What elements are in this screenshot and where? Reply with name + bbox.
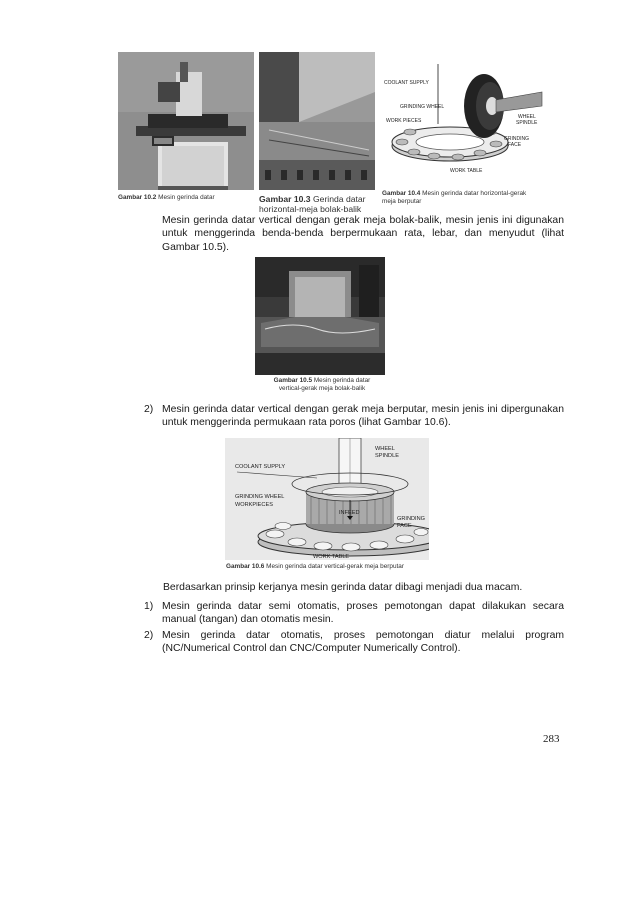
figure-caption-line2: vertical-gerak meja bolak-balik xyxy=(278,384,366,392)
figure-caption-line1: Mesin gerinda datar horizontal-gerak xyxy=(422,190,527,197)
figure-number: Gambar 10.2 xyxy=(118,194,157,201)
figure-10-2-caption xyxy=(118,194,215,202)
list-item-number: 2) xyxy=(144,630,154,641)
label-grinding-wheel: GRINDING WHEEL xyxy=(400,104,445,110)
label-coolant-supply: COOLANT SUPPLY xyxy=(384,80,429,86)
figure-caption-line1: Mesin gerinda datar xyxy=(313,377,371,384)
figure-number: Gambar 10.3 xyxy=(259,194,311,204)
figure-10-5-image xyxy=(255,257,385,375)
figure-10-6-caption xyxy=(226,563,446,571)
label-wheel-spindle-1: WHEEL xyxy=(518,114,536,120)
figure-caption-line1: Gerinda datar xyxy=(312,194,366,204)
figure-caption-text: Mesin gerinda datar xyxy=(158,194,215,201)
list-item-number: 2) xyxy=(144,404,154,415)
label-grinding-wheel: GRINDING WHEEL xyxy=(235,494,285,500)
figure-10-5-caption xyxy=(262,377,382,392)
label-work-table: WORK TABLE xyxy=(450,168,483,174)
figure-10-3-image xyxy=(259,52,375,190)
list-item-semi-automatic: Mesin gerinda datar semi otomatis, proses pemotongan dapat dilakukan secara manual (tangan) dan otomatis mesin. xyxy=(162,601,564,626)
label-grinding-face-2: FACE xyxy=(397,523,412,529)
label-grinding-face-1: GRINDING xyxy=(504,136,529,142)
page-number: 283 xyxy=(543,733,560,745)
label-work-table: WORK TABLE xyxy=(313,554,350,560)
label-infeed: INFEED xyxy=(339,510,360,516)
paragraph-vertical-reciprocating: Mesin gerinda datar vertical dengan gerak meja bolak-balik, mesin jenis ini digunakan untuk menggerinda benda-benda berpermukaan rata, lebar, dan menyudut (lihat Gambar 10.5). xyxy=(162,215,564,253)
label-work-pieces: WORK PIECES xyxy=(386,118,422,124)
figure-number: Gambar 10.6 xyxy=(226,563,265,570)
figure-10-4-diagram xyxy=(380,60,550,180)
list-item-automatic: Mesin gerinda datar otomatis, proses pemotongan diatur melalui program (NC/Numerical Control dan CNC/Computer Numerically Control). xyxy=(162,630,564,655)
list-item-number: 1) xyxy=(144,601,154,612)
label-wheel-spindle-1: WHEEL xyxy=(375,446,395,452)
paragraph-classification-intro: Berdasarkan prinsip kerjanya mesin gerinda datar dibagi menjadi dua macam. xyxy=(163,582,523,593)
figure-10-2-image xyxy=(118,52,254,190)
figure-10-3-caption xyxy=(259,194,379,214)
label-grinding-face-2: FACE xyxy=(508,142,522,148)
figure-caption-line2: meja berputar xyxy=(382,197,422,205)
figure-number: Gambar 10.5 xyxy=(273,377,313,384)
label-coolant-supply: COOLANT SUPPLY xyxy=(235,464,286,470)
figure-number: Gambar 10.4 xyxy=(382,190,421,197)
figure-caption-line2: horizontal-meja bolak-balik xyxy=(259,204,362,214)
figure-10-6-diagram xyxy=(225,438,429,560)
label-grinding-face-1: GRINDING xyxy=(397,516,425,522)
label-workpieces: WORKPIECES xyxy=(235,502,273,508)
figure-10-4-caption xyxy=(382,190,562,205)
paragraph-vertical-rotary: Mesin gerinda datar vertical dengan gerak meja berputar, mesin jenis ini dipergunakan untuk menggerinda permukaan rata poros (lihat Gambar 10.6). xyxy=(162,404,564,429)
label-wheel-spindle-2: SPINDLE xyxy=(375,453,399,459)
figure-caption-text: Mesin gerinda datar vertical-gerak meja berputar xyxy=(266,563,404,570)
label-wheel-spindle-2: SPINDLE xyxy=(516,120,538,126)
